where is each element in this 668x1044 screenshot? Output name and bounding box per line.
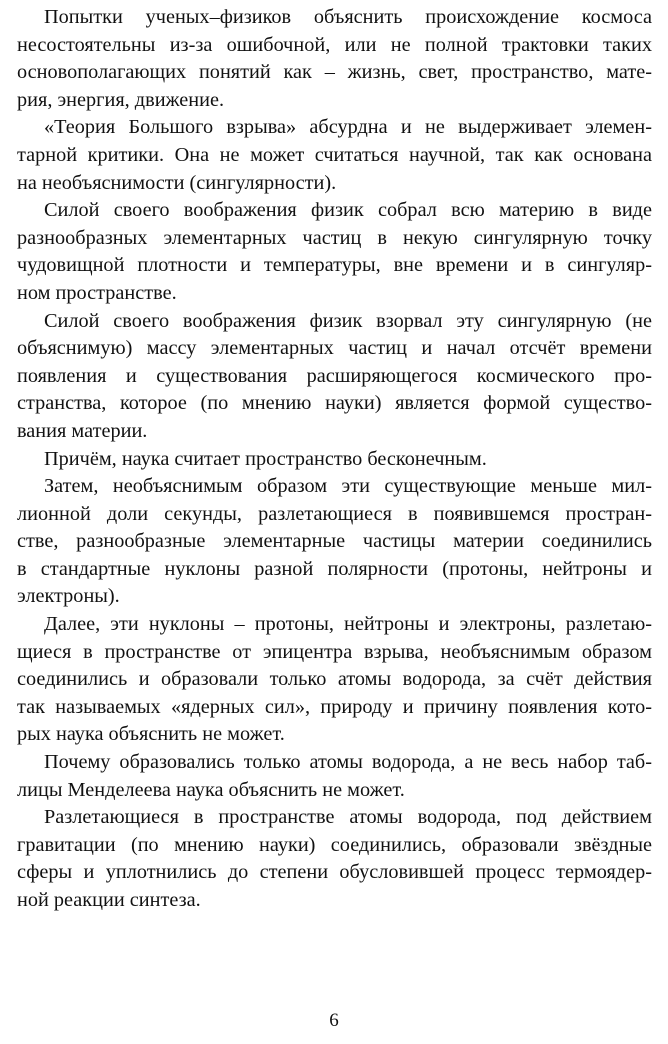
- paragraph: [17, 749, 652, 804]
- text-line: так называемых «ядерных сил», природу и причину появления кото-: [17, 695, 652, 718]
- text-line: Попытки ученых–физиков объяснить происхождение космоса: [44, 6, 652, 28]
- paragraph: [17, 197, 652, 307]
- text-line: чудовищной плотности и температуры, вне времени и в сингуляр-: [17, 254, 652, 277]
- paragraph: [17, 611, 652, 749]
- text-line: тарной критики. Она не может считаться научной, так как основана: [17, 143, 652, 166]
- paragraph: [17, 446, 652, 474]
- text-line: Силой своего воображения физик собрал всю материю в виде: [44, 199, 652, 222]
- text-line: на необъяснимости (сингулярности).: [17, 171, 337, 194]
- text-line: разнообразных элементарных частиц в некую сингулярную точку: [17, 226, 652, 249]
- paragraph: [17, 308, 652, 446]
- text-line: ной реакции синтеза.: [17, 889, 201, 911]
- paragraph: [17, 114, 652, 197]
- text-line: лицы Менделеева наука объяснить не может.: [17, 778, 405, 801]
- text-line: щиеся в пространстве от эпицентра взрыва, необъяснимым образом: [17, 640, 652, 663]
- paragraph: [17, 473, 652, 611]
- text-line: появления и существования расширяющегося космического про-: [17, 364, 652, 387]
- text-line: ном пространстве.: [17, 281, 177, 304]
- text-line: вания материи.: [17, 419, 148, 442]
- text-line: несостоятельны из-за ошибочной, или не полной трактовки таких: [17, 33, 652, 56]
- text-line: гравитации (по мнению науки) соединились, образовали звёздные: [17, 833, 652, 856]
- text-line: соединились и образовали только атомы водорода, за счёт действия: [17, 668, 652, 691]
- text-line: Разлетающиеся в пространстве атомы водорода, под действием: [44, 806, 652, 829]
- text-line: стве, разнообразные элементарные частицы материи соединились: [17, 530, 652, 553]
- text-line: Причём, наука считает пространство бесконечным.: [44, 447, 487, 470]
- page-number: 6: [329, 1010, 339, 1031]
- text-line: объяснимую) массу элементарных частиц и начал отсчёт времени: [17, 337, 652, 360]
- text-line: основополагающих понятий как – жизнь, свет, пространство, мате-: [17, 61, 652, 84]
- paragraph: [17, 804, 652, 914]
- text-line: рия, энергия, движение.: [17, 88, 225, 111]
- text-line: странства, которое (по мнению науки) является формой существо-: [17, 392, 652, 415]
- text-line: лионной доли секунды, разлетающиеся в появившемся простран-: [17, 502, 652, 525]
- text-line: Далее, эти нуклоны – протоны, нейтроны и электроны, разлетаю-: [44, 613, 652, 636]
- text-line: электроны).: [17, 585, 120, 608]
- text-body: [17, 4, 652, 915]
- text-line: Силой своего воображения физик взорвал эту сингулярную (не: [44, 309, 652, 332]
- text-line: сферы и уплотнились до степени обусловившей процесс термоядер-: [17, 861, 652, 884]
- text-line: рых наука объяснить не может.: [17, 723, 285, 746]
- text-line: в стандартные нуклоны разной полярности (протоны, нейтроны и: [17, 557, 652, 580]
- text-line: «Теория Большого взрыва» абсурдна и не выдерживает элемен-: [44, 116, 652, 139]
- text-line: Затем, необъяснимым образом эти существующие меньше мил-: [44, 475, 652, 498]
- paragraph: [17, 4, 652, 114]
- text-line: Почему образовались только атомы водорода, а не весь набор таб-: [44, 751, 652, 774]
